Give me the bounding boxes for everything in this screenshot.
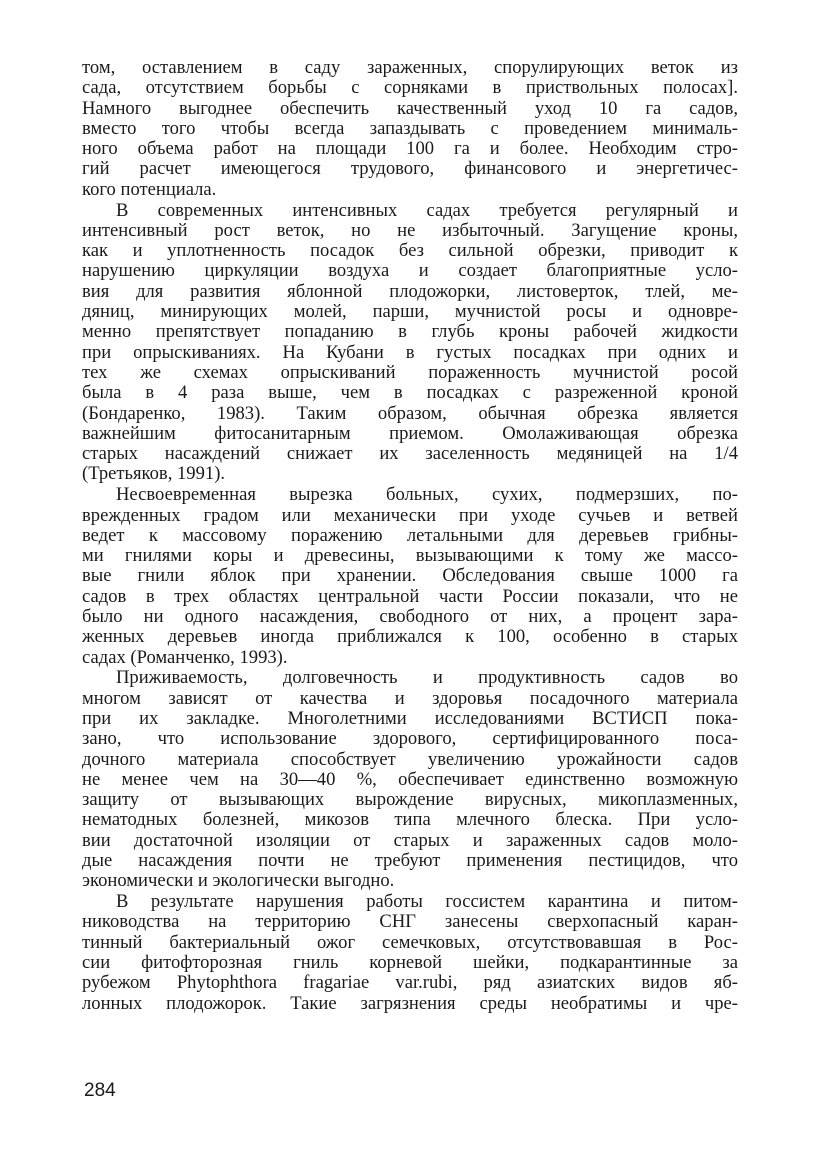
text-line: было ни одного насаждения, свободного от них, а процент зара- — [82, 607, 738, 628]
text-line: дяниц, минирующих молей, парши, мучнистой росы и одновре- — [82, 302, 738, 323]
text-line: дочного материала способствует увеличению урожайности садов — [82, 749, 738, 770]
text-line: была в 4 раза выше, чем в посадках с разреженной кроной — [82, 383, 738, 404]
text-line: рубежом Phytophthora fragariae var.rubi, ряд азиатских видов яб- — [82, 973, 738, 994]
text-line: менно препятствует попаданию в глубь кроны рабочей жидкости — [82, 322, 738, 343]
text-line: ниководства на территорию СНГ занесены сверхопасный каран- — [82, 912, 738, 933]
text-line: при опрыскиваниях. На Кубани в густых посадках при одних и — [82, 342, 738, 363]
text-line: интенсивный рост веток, но не избыточный. Загущение кроны, — [82, 220, 738, 241]
text-line: как и уплотненность посадок без сильной обрезки, приводит к — [82, 241, 738, 262]
text-line: нематодных болезней, микозов типа млечного блеска. При усло- — [82, 810, 738, 831]
paragraph-2 — [82, 201, 738, 485]
text-line: ного объема работ на площади 100 га и более. Необходим стро- — [82, 139, 738, 160]
text-line: Приживаемость, долговечность и продуктивность садов во — [116, 668, 738, 689]
text-line: ведет к массовому поражению летальными для деревьев грибны- — [82, 525, 738, 546]
paragraph-4 — [82, 668, 738, 891]
text-line: Несвоевременная вырезка больных, сухих, подмерзших, по- — [116, 485, 738, 506]
text-line: сада, отсутствием борьбы с сорняками в приствольных полосах]. — [82, 78, 738, 99]
paragraph-3 — [82, 485, 738, 668]
text-line: тех же схемах опрыскиваний пораженность мучнистой росой — [82, 362, 738, 383]
text-line: дые насаждения почти не требуют применения пестицидов, что — [82, 851, 738, 872]
text-line: вые гнили яблок при хранении. Обследования свыше 1000 га — [82, 566, 738, 587]
text-line: Намного выгоднее обеспечить качественный уход 10 га садов, — [82, 98, 738, 119]
text-line: не менее чем на 30—40 %, обеспечивает единственно возможную — [82, 769, 738, 790]
text-line: (Бондаренко, 1983). Таким образом, обычная обрезка является — [82, 403, 738, 424]
text-line: вия для развития яблонной плодожорки, листоверток, тлей, ме- — [82, 281, 738, 302]
text-line: нарушению циркуляции воздуха и создает благоприятные усло- — [82, 261, 738, 282]
text-line: В результате нарушения работы госсистем карантина и питом- — [116, 892, 738, 913]
text-line: кого потенциала. — [82, 179, 217, 200]
page-number: 284 — [84, 1080, 116, 1101]
text-line: ми гнилями коры и древесины, вызывающими к тому же массо- — [82, 546, 738, 567]
text-line: важнейшим фитосанитарным приемом. Омолаживающая обрезка — [82, 423, 738, 444]
text-line: старых насаждений снижает их заселенность медяницей на 1/4 — [82, 444, 738, 465]
text-line: том, оставлением в саду зараженных, спорулирующих веток из — [82, 58, 738, 78]
text-line: В современных интенсивных садах требуется регулярный и — [116, 200, 738, 221]
text-line: садах (Романченко, 1993). — [82, 647, 288, 668]
text-line: экономически и экологически выгодно. — [82, 871, 395, 892]
text-line: женных деревьев иногда приближался к 100, особенно в старых — [82, 627, 738, 648]
paragraph-1 — [82, 58, 738, 200]
text-line: гий расчет имеющегося трудового, финансового и энергетичес- — [82, 159, 738, 180]
text-line: защиту от вызывающих вырождение вирусных, микоплазменных, — [82, 790, 738, 811]
text-line: садов в трех областях центральной части России показали, что не — [82, 586, 738, 607]
text-line: вместо того чтобы всегда запаздывать с проведением минималь- — [82, 118, 738, 139]
text-line: многом зависят от качества и здоровья посадочного материала — [82, 688, 738, 709]
text-line: врежденных градом или механически при уходе сучьев и ветвей — [82, 505, 738, 526]
paragraph-5 — [82, 892, 738, 1014]
text-line: сии фитофторозная гниль корневой шейки, подкарантинные за — [82, 953, 738, 974]
text-line: вии достаточной изоляции от старых и зараженных садов моло- — [82, 830, 738, 851]
text-line: (Третьяков, 1991). — [82, 464, 226, 485]
text-line: зано, что использование здорового, сертифицированного поса- — [82, 729, 738, 750]
text-line: тинный бактериальный ожог семечковых, отсутствовавшая в Рос- — [82, 932, 738, 953]
text-line: при их закладке. Многолетними исследованиями ВСТИСП пока- — [82, 709, 738, 729]
text-line: лонных плодожорок. Такие загрязнения среды необратимы и чре- — [82, 993, 738, 1014]
page-body-text — [82, 58, 738, 1014]
